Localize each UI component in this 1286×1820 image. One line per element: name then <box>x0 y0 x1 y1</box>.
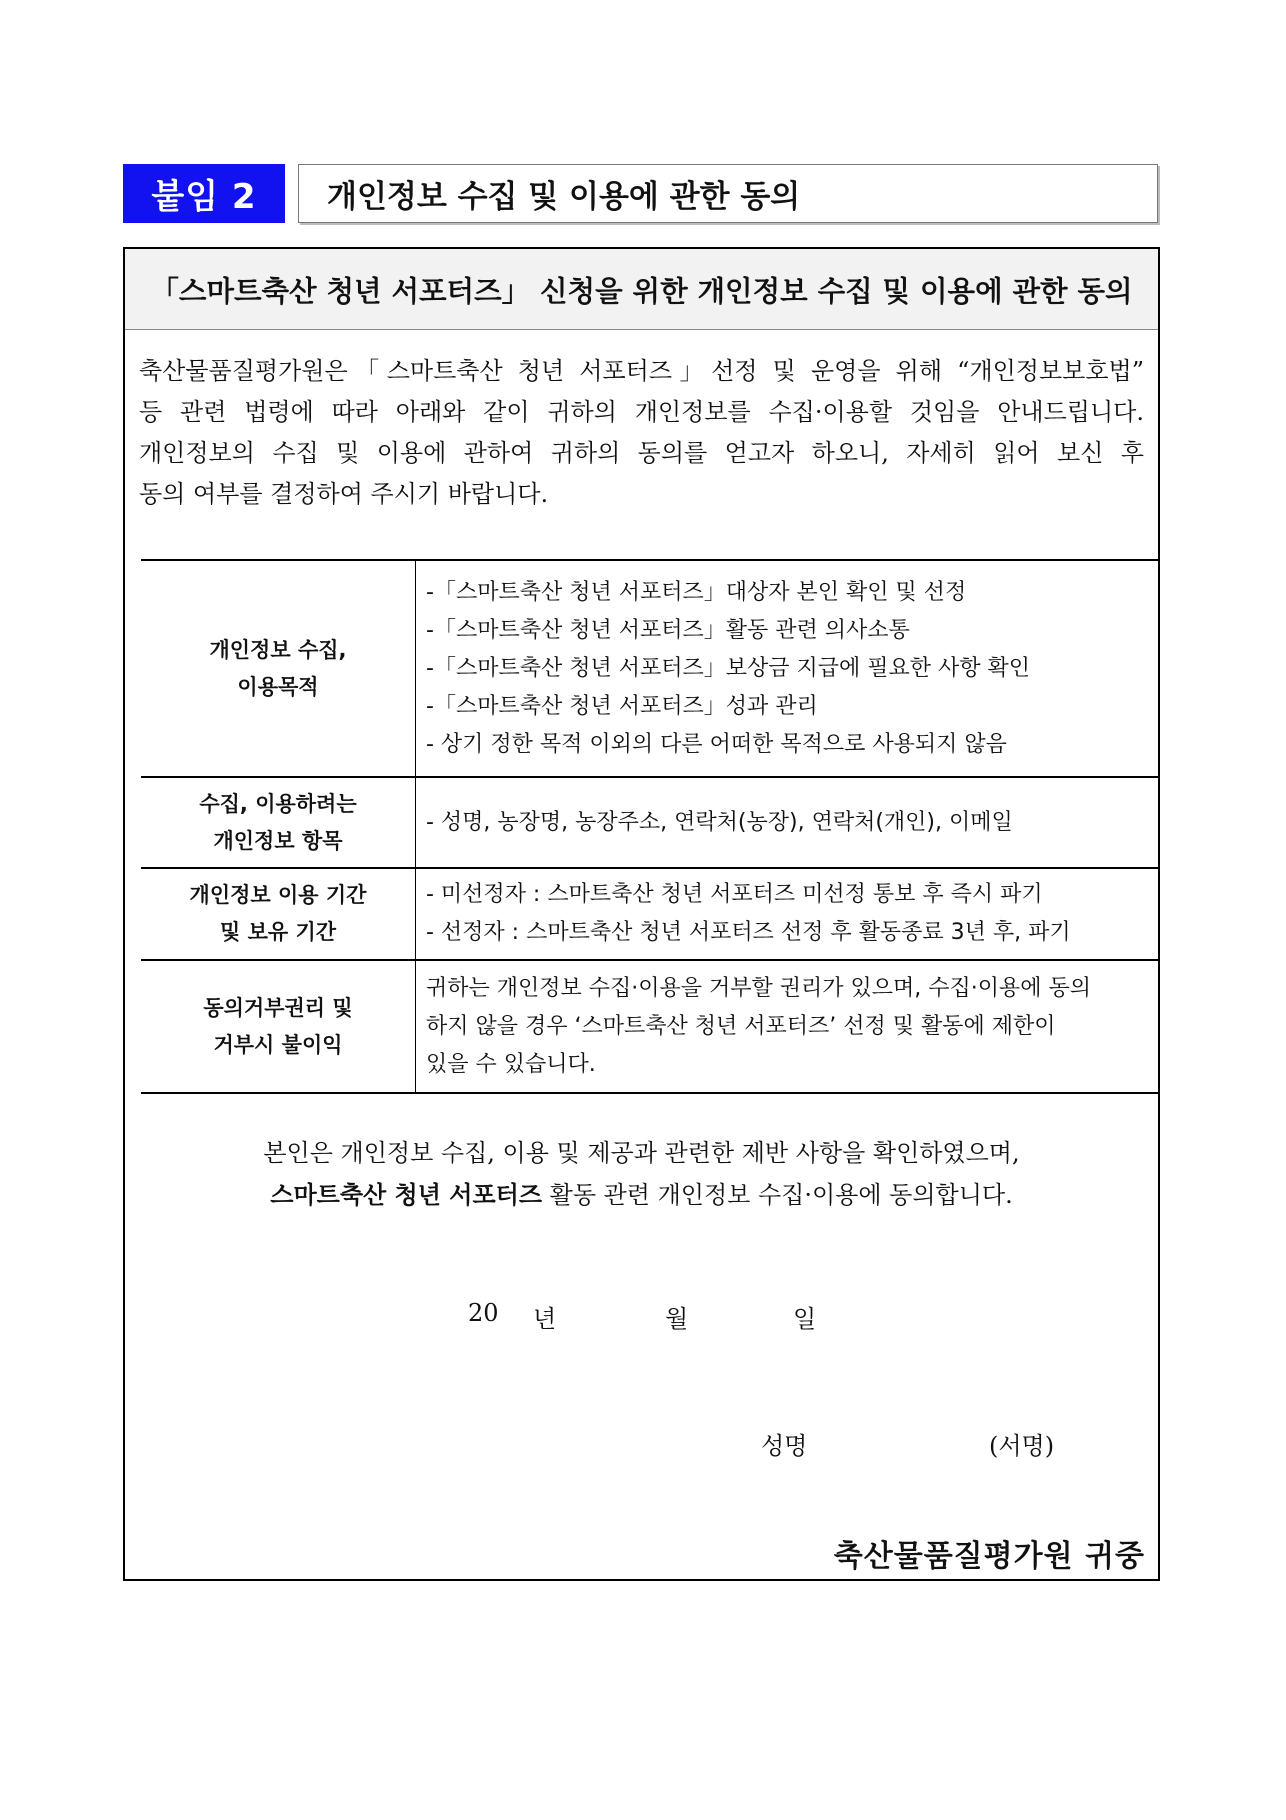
form-title-bar <box>125 249 1158 330</box>
intro-line: 동의 여부를 결정하여 주시기 바랍니다. <box>139 480 549 508</box>
attachment-badge: 붙임 2 <box>123 164 285 223</box>
list-item: -「스마트축산 청년 서포터즈」보상금 지급에 필요한 사항 확인 <box>426 655 1030 681</box>
period-label: 개인정보 이용 기간 및 보유 기간 <box>141 868 416 960</box>
form-title: 「스마트축산 청년 서포터즈」 신청을 위한 개인정보 수집 및 이용에 관한 동의 <box>150 274 1133 308</box>
list-item: - 미선정자 : 스마트축산 청년 서포터즈 미선정 통보 후 즉시 파기 <box>426 882 1043 907</box>
name-label: 성명 <box>761 1432 808 1460</box>
intro-paragraph <box>139 351 1144 515</box>
table-row-purpose <box>141 560 1160 777</box>
attachment-title: 개인정보 수집 및 이용에 관한 동의 <box>327 179 801 215</box>
program-name: 스마트축산 청년 서포터즈 <box>270 1180 542 1209</box>
consent-line: 본인은 개인정보 수집, 이용 및 제공과 관련한 제반 사항을 확인하였으며, <box>263 1139 1020 1167</box>
addressee: 축산물품질평가원 귀중 <box>833 1539 1145 1574</box>
intro-line: 축산물품질평가원은「스마트축산 청년 서포터즈」선정 및 운영을 위해 “개인정보보호법” <box>139 357 1144 385</box>
table-row-period <box>141 868 1160 960</box>
date-year-label: 년 <box>533 1305 557 1333</box>
list-item: - 선정자 : 스마트축산 청년 서포터즈 선정 후 활동종료 3년 후, 파기 <box>426 920 1071 945</box>
list-item: -「스마트축산 청년 서포터즈」성과 관리 <box>426 693 818 719</box>
date-year-prefix: 20 <box>468 1299 499 1327</box>
list-item: -「스마트축산 청년 서포터즈」활동 관련 의사소통 <box>426 617 910 643</box>
attachment-header <box>123 164 1158 224</box>
consent-form <box>123 247 1160 1581</box>
refusal-content: 귀하는 개인정보 수집·이용을 거부할 권리가 있으며, 수집·이용에 동의 하지 않을 경우 ‘스마트축산 청년 서포터즈’ 선정 및 활동에 제한이 있을 수 있습니다. <box>416 960 1161 1093</box>
table-row-refusal <box>141 960 1160 1093</box>
refusal-label: 동의거부권리 및 거부시 불이익 <box>141 960 416 1093</box>
items-content: - 성명, 농장명, 농장주소, 연락처(농장), 연락처(개인), 이메일 <box>416 777 1161 868</box>
signature-label: (서명) <box>989 1432 1055 1460</box>
items-label: 수집, 이용하려는 개인정보 항목 <box>141 777 416 868</box>
consent-statement <box>125 1132 1158 1216</box>
consent-line: 스마트축산 청년 서포터즈 활동 관련 개인정보 수집·이용에 동의합니다. <box>270 1180 1013 1209</box>
date-month-label: 월 <box>665 1305 689 1333</box>
list-item: - 상기 정한 목적 이외의 다른 어떠한 목적으로 사용되지 않음 <box>426 731 1007 757</box>
intro-line: 등 관련 법령에 따라 아래와 같이 귀하의 개인정보를 수집·이용할 것임을 안내드립니다. <box>139 398 1144 426</box>
attachment-title-box <box>298 164 1158 223</box>
consent-info-table <box>141 559 1160 1094</box>
period-content <box>416 868 1161 960</box>
date-day-label: 일 <box>793 1305 817 1333</box>
purpose-content <box>416 560 1161 777</box>
intro-line: 개인정보의 수집 및 이용에 관하여 귀하의 동의를 얻고자 하오니, 자세히 읽어 보신 후 <box>139 439 1144 467</box>
table-row-items <box>141 777 1160 868</box>
list-item: -「스마트축산 청년 서포터즈」대상자 본인 확인 및 선정 <box>426 579 967 605</box>
purpose-label: 개인정보 수집, 이용목적 <box>141 560 416 777</box>
